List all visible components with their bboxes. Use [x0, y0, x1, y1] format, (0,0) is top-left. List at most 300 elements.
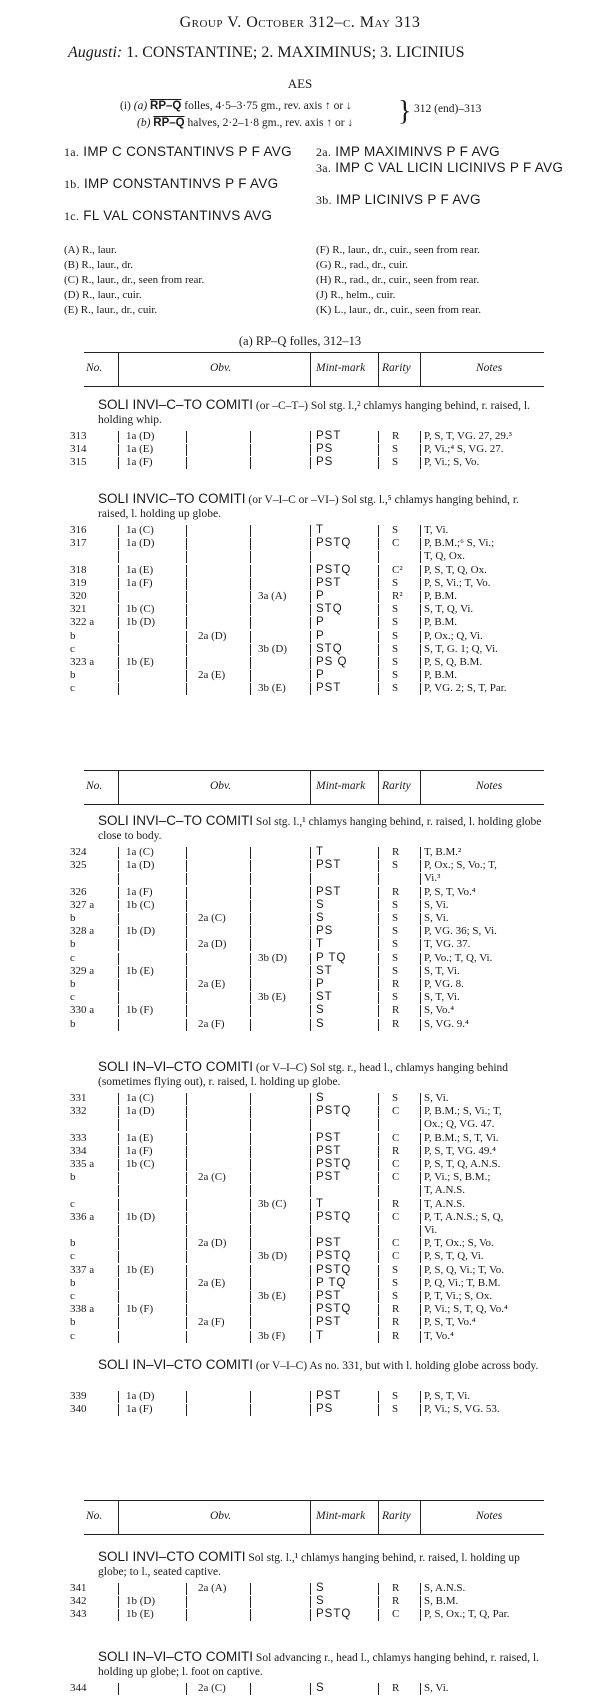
issue-number: c: [70, 682, 75, 695]
cell-divider: [186, 1093, 187, 1105]
cell-divider: [250, 1225, 251, 1237]
cell-divider: [250, 683, 251, 695]
cell-divider: [310, 565, 311, 577]
cell-divider: [378, 979, 379, 991]
cell-divider: [250, 644, 251, 656]
cell-divider: [118, 1291, 119, 1303]
cell-divider: [118, 565, 119, 577]
cell-divider: [378, 1251, 379, 1263]
obverse-legend-1a: 1a. IMP C CONSTANTINVS P F AVG: [64, 144, 292, 159]
table-header-rule-top: [84, 1500, 544, 1501]
cell-divider: [250, 444, 251, 456]
cell-divider: [250, 1683, 251, 1695]
column-divider: [310, 1500, 311, 1534]
obverse-maximinus: 2a (C): [198, 1682, 226, 1694]
table-row: [0, 430, 600, 444]
bust-e: (E) R., laur., dr., cuir.: [64, 304, 158, 316]
cell-divider: [186, 565, 187, 577]
cell-divider: [250, 1005, 251, 1017]
cell-divider: [310, 1331, 311, 1343]
notes: T, B.M.²: [424, 846, 462, 858]
cell-divider: [310, 1172, 311, 1184]
cell-divider: [378, 644, 379, 656]
column-divider: [118, 770, 119, 804]
mint-mark: P: [316, 616, 325, 629]
cell-divider: [420, 644, 421, 656]
cell-divider: [378, 631, 379, 643]
issue-number: b: [70, 978, 76, 990]
table-row: [0, 912, 600, 926]
cell-divider: [420, 926, 421, 938]
notes: S, T, Vi.: [424, 991, 460, 1004]
cell-divider: [118, 644, 119, 656]
mint-mark: P TQ: [316, 951, 347, 964]
issue-number: 341: [70, 1582, 87, 1594]
cell-divider: [420, 1005, 421, 1017]
reverse-legend-block: [98, 1060, 548, 1089]
column-header-no: No.: [86, 1510, 103, 1522]
cell-divider: [378, 444, 379, 456]
reverse-description: Sol stg. l.,¹ chlamys hanging behind, r. raised, l. holding globe close to body.: [98, 816, 542, 842]
obverse-legend-2a: 2a. IMP MAXIMINVS P F AVG: [316, 144, 500, 159]
rarity: S: [392, 859, 399, 872]
mint-mark: PST: [316, 885, 342, 898]
table-row: [0, 846, 600, 860]
mint-mark: S: [316, 1092, 325, 1104]
cell-divider: [186, 887, 187, 899]
cell-divider: [186, 1238, 187, 1250]
cell-divider: [118, 670, 119, 682]
cell-divider: [420, 1331, 421, 1343]
cell-divider: [420, 887, 421, 899]
cell-divider: [118, 1119, 119, 1131]
cell-divider: [118, 525, 119, 537]
issue-number: 336 a: [70, 1210, 95, 1223]
cell-divider: [310, 966, 311, 978]
issue-number: b: [70, 669, 76, 682]
reverse-legend-block: [98, 1550, 548, 1579]
cell-divider: [420, 1251, 421, 1263]
issue-number: 322 a: [70, 616, 95, 629]
mint-mark: S: [316, 898, 325, 911]
cell-divider: [378, 525, 379, 537]
cell-divider: [250, 538, 251, 550]
cell-divider: [420, 565, 421, 577]
cell-divider: [378, 1683, 379, 1695]
cell-divider: [378, 1304, 379, 1316]
column-divider: [420, 1500, 421, 1534]
notes: P, S, T, Q, A.N.S.: [424, 1158, 501, 1170]
cell-divider: [250, 926, 251, 938]
table-row: [0, 925, 600, 939]
obverse-licinius: 3a (A): [258, 590, 287, 602]
table-row: [0, 1118, 600, 1132]
augusti-label: Augusti:: [68, 44, 123, 61]
reverse-legend-block: [98, 1358, 548, 1373]
notes: P, Q, Vi.; T, B.M.: [424, 1276, 501, 1289]
table-row: [0, 1237, 600, 1251]
cell-divider: [420, 1019, 421, 1031]
obverse-constantine: 1b (D): [126, 1595, 156, 1608]
notes: S, Vi.: [424, 898, 449, 911]
notes: P, S, T, VG. 49.⁴: [424, 1144, 496, 1157]
table-row: [0, 1277, 600, 1291]
cell-divider: [118, 578, 119, 590]
reverse-legend: SOLI INVIC–TO COMITI: [98, 491, 246, 506]
rarity: S: [392, 964, 399, 977]
cell-divider: [378, 1106, 379, 1118]
cell-divider: [186, 847, 187, 859]
cell-divider: [186, 1185, 187, 1197]
rarity: R: [392, 1017, 400, 1030]
cell-divider: [186, 1596, 187, 1608]
notes: S, Vo.⁴: [424, 1004, 455, 1017]
obverse-legend-3a: 3a. IMP C VAL LICIN LICINIVS P F AVG: [316, 160, 564, 175]
cell-divider: [250, 939, 251, 951]
cell-divider: [310, 1609, 311, 1621]
cell-divider: [186, 900, 187, 912]
mint-mark: PST: [316, 1290, 342, 1302]
cell-divider: [250, 1019, 251, 1031]
issue-number: c: [70, 991, 75, 1004]
issue-number: b: [70, 629, 76, 642]
rarity: S: [392, 1390, 399, 1402]
cell-divider: [118, 953, 119, 965]
obverse-constantine: 1b (E): [126, 1608, 154, 1621]
reverse-legend: SOLI INVI–C–TO COMITI: [98, 397, 254, 412]
cell-divider: [186, 1172, 187, 1184]
cell-divider: [118, 538, 119, 550]
cell-divider: [420, 670, 421, 682]
rarity: R: [392, 846, 400, 858]
obverse-constantine: 1a (D): [126, 537, 155, 550]
notes: T, A.N.S.: [424, 1197, 466, 1210]
cell-divider: [310, 913, 311, 925]
cell-divider: [420, 1304, 421, 1316]
cell-divider: [310, 953, 311, 965]
notes: P, S, T, VG. 27, 29.³: [424, 430, 512, 442]
issue-number: 338 a: [70, 1303, 95, 1316]
cell-divider: [118, 551, 119, 563]
cell-divider: [378, 1225, 379, 1237]
obverse-constantine: 1b (D): [126, 1210, 156, 1223]
cell-divider: [420, 873, 421, 885]
obverse-licinius: 3b (D): [258, 1250, 288, 1263]
column-header-mint: Mint-mark: [316, 1510, 366, 1522]
cell-divider: [250, 1404, 251, 1416]
cell-divider: [420, 683, 421, 695]
cell-divider: [420, 1119, 421, 1131]
table-row: [0, 965, 600, 979]
table-row: [0, 1682, 600, 1696]
cell-divider: [420, 617, 421, 629]
cell-divider: [420, 979, 421, 991]
obverse-constantine: 1a (E): [126, 443, 154, 456]
cell-divider: [310, 1583, 311, 1595]
cell-divider: [186, 1291, 187, 1303]
cell-divider: [378, 1019, 379, 1031]
table-row: [0, 872, 600, 886]
cell-divider: [250, 457, 251, 469]
notes: P, VG. 8.: [424, 978, 464, 990]
cell-divider: [118, 1304, 119, 1316]
notes: S, VG. 9.⁴: [424, 1017, 469, 1030]
column-header-notes: Notes: [476, 780, 503, 792]
cell-divider: [118, 873, 119, 885]
cell-divider: [118, 1251, 119, 1263]
obverse-constantine: 1a (C): [126, 846, 154, 858]
cell-divider: [310, 1404, 311, 1416]
cell-divider: [420, 860, 421, 872]
cell-divider: [186, 1265, 187, 1277]
cell-divider: [186, 578, 187, 590]
mint-mark: P: [316, 978, 325, 990]
cell-divider: [118, 1005, 119, 1017]
issue-number: 335 a: [70, 1158, 95, 1170]
cell-divider: [250, 847, 251, 859]
cell-divider: [250, 670, 251, 682]
cell-divider: [378, 913, 379, 925]
table-row: [0, 550, 600, 564]
cell-divider: [420, 591, 421, 603]
cell-divider: [186, 591, 187, 603]
cell-divider: [186, 979, 187, 991]
notes: P, Vi.;⁴ S, VG. 27.: [424, 443, 504, 456]
cell-divider: [250, 1391, 251, 1403]
cell-divider: [310, 1106, 311, 1118]
cell-divider: [186, 939, 187, 951]
cell-divider: [250, 1291, 251, 1303]
cell-divider: [118, 926, 119, 938]
cell-divider: [378, 1291, 379, 1303]
cell-divider: [118, 1404, 119, 1416]
issue-number: b: [70, 1171, 76, 1184]
cell-divider: [250, 591, 251, 603]
issue-number: 331: [70, 1092, 87, 1104]
cell-divider: [378, 1238, 379, 1250]
cell-divider: [378, 1391, 379, 1403]
cell-divider: [186, 1683, 187, 1695]
cell-divider: [250, 887, 251, 899]
mint-mark: STQ: [316, 642, 343, 655]
cell-divider: [420, 1317, 421, 1329]
cell-divider: [420, 604, 421, 616]
table-row: [0, 630, 600, 644]
cell-divider: [118, 900, 119, 912]
cell-divider: [186, 683, 187, 695]
cell-divider: [378, 657, 379, 669]
obverse-licinius: 3b (C): [258, 1197, 287, 1210]
obverse-maximinus: 2a (A): [198, 1582, 227, 1594]
cell-divider: [250, 1251, 251, 1263]
cell-divider: [420, 1609, 421, 1621]
issue-number: 320: [70, 590, 87, 602]
reverse-legend-block: [98, 492, 548, 521]
reverse-legend: SOLI IN–VI–CTO COMITI: [98, 1059, 254, 1074]
issue-number: 315: [70, 456, 87, 469]
cell-divider: [420, 1199, 421, 1211]
rarity: S: [392, 443, 399, 456]
cell-divider: [378, 1159, 379, 1171]
cell-divider: [250, 525, 251, 537]
cell-divider: [118, 1331, 119, 1343]
issue-number: 343: [70, 1608, 87, 1621]
cell-divider: [186, 992, 187, 1004]
cell-divider: [118, 631, 119, 643]
cell-divider: [250, 1133, 251, 1145]
issue-number: 328 a: [70, 925, 95, 938]
obverse-legend-1b: 1b. IMP CONSTANTINVS P F AVG: [64, 176, 279, 191]
issue-number: 314: [70, 443, 87, 456]
cell-divider: [378, 617, 379, 629]
rarity: S: [392, 616, 399, 629]
rarity: S: [392, 991, 399, 1004]
cell-divider: [186, 670, 187, 682]
cell-divider: [378, 1172, 379, 1184]
issue-number: b: [70, 912, 76, 924]
mint-mark: PS: [316, 1403, 334, 1416]
cell-divider: [310, 1019, 311, 1031]
cell-divider: [378, 1331, 379, 1343]
cell-divider: [378, 1185, 379, 1197]
rarity: C: [392, 1237, 400, 1250]
rarity: S: [392, 1290, 399, 1302]
cell-divider: [118, 1278, 119, 1290]
cell-divider: [186, 1133, 187, 1145]
cell-divider: [186, 631, 187, 643]
column-header-no: No.: [86, 780, 103, 792]
issue-number: 342: [70, 1595, 87, 1608]
notes: P, B.M.: [424, 590, 458, 602]
mint-mark: S: [316, 1682, 325, 1694]
cell-divider: [118, 683, 119, 695]
cell-divider: [250, 1238, 251, 1250]
mint-mark: PST: [316, 682, 342, 695]
cell-divider: [186, 1609, 187, 1621]
mint-mark: PST: [316, 1237, 342, 1250]
table-row: [0, 643, 600, 657]
column-header-rarity: Rarity: [382, 780, 411, 792]
cell-divider: [420, 1159, 421, 1171]
obverse-constantine: 1a (D): [126, 1390, 155, 1402]
notes: T, Vi.: [424, 524, 449, 536]
mint-mark: T: [316, 938, 325, 951]
obverse-constantine: 1b (F): [126, 1303, 154, 1316]
rarity: S: [392, 669, 399, 682]
cell-divider: [420, 1404, 421, 1416]
cell-divider: [118, 847, 119, 859]
cell-divider: [250, 631, 251, 643]
rarity: S: [392, 1276, 399, 1289]
cell-divider: [250, 1106, 251, 1118]
issue-number: 337 a: [70, 1263, 95, 1276]
cell-divider: [118, 604, 119, 616]
table-row: [0, 537, 600, 551]
bust-f: (F) R., laur., dr., cuir., seen from rear.: [316, 244, 480, 256]
cell-divider: [420, 913, 421, 925]
cell-divider: [250, 1304, 251, 1316]
mint-mark: T: [316, 1197, 325, 1210]
notes: P, Vi.; S, VG. 53.: [424, 1403, 500, 1416]
cell-divider: [310, 887, 311, 899]
column-divider: [378, 1500, 379, 1534]
cell-divider: [186, 913, 187, 925]
mint-mark: P: [316, 590, 325, 602]
cell-divider: [186, 1019, 187, 1031]
rarity: R: [392, 1197, 400, 1210]
cell-divider: [118, 860, 119, 872]
cell-divider: [250, 604, 251, 616]
rarity: R: [392, 1316, 400, 1329]
cell-divider: [378, 926, 379, 938]
obverse-legend-1c: 1c. FL VAL CONSTANTINVS AVG: [64, 208, 273, 223]
cell-divider: [186, 617, 187, 629]
table-row: [0, 524, 600, 538]
reverse-legend-block: [98, 1650, 548, 1679]
cell-divider: [420, 525, 421, 537]
mint-mark: PS: [316, 925, 334, 938]
cell-divider: [250, 1317, 251, 1329]
cell-divider: [186, 860, 187, 872]
cell-divider: [250, 1172, 251, 1184]
cell-divider: [420, 1683, 421, 1695]
group-title: Group V. October 312–c. May 313: [179, 14, 421, 31]
mint-mark: S: [316, 1582, 325, 1594]
rarity: S: [392, 656, 399, 668]
cell-divider: [420, 1596, 421, 1608]
table-row: [0, 1582, 600, 1596]
cell-divider: [186, 1304, 187, 1316]
date-range: 312 (end)–313: [414, 103, 482, 115]
cell-divider: [186, 1212, 187, 1224]
table-row: [0, 590, 600, 604]
cell-divider: [118, 1199, 119, 1211]
cell-divider: [186, 444, 187, 456]
table-row: [0, 1316, 600, 1330]
obverse-constantine: 1b (D): [126, 925, 156, 938]
cell-divider: [250, 966, 251, 978]
cell-divider: [420, 1238, 421, 1250]
issue-number: c: [70, 1329, 75, 1342]
rarity: R: [392, 1004, 400, 1017]
rarity: S: [392, 576, 399, 589]
notes: S, Vi.: [424, 1092, 449, 1104]
issue-number: 319: [70, 576, 87, 589]
cell-divider: [186, 1159, 187, 1171]
cell-divider: [118, 657, 119, 669]
cell-divider: [310, 1391, 311, 1403]
cell-divider: [310, 979, 311, 991]
cell-divider: [310, 631, 311, 643]
cell-divider: [378, 887, 379, 899]
obverse-maximinus: 2a (C): [198, 1171, 226, 1184]
cell-divider: [250, 1609, 251, 1621]
obverse-constantine: 1a (D): [126, 430, 155, 442]
obverse-maximinus: 2a (D): [198, 629, 227, 642]
cell-divider: [186, 1005, 187, 1017]
mint-mark: PSTQ: [316, 1303, 352, 1316]
column-header-mint: Mint-mark: [316, 780, 366, 792]
rarity: R²: [392, 590, 403, 602]
table-row: [0, 1132, 600, 1146]
notes: S, T, Vi.: [424, 964, 460, 977]
obverse-constantine: 1a (D): [126, 1105, 155, 1118]
notes: P, Vi.; S, T, Q, Vo.⁴: [424, 1303, 508, 1316]
cell-divider: [250, 1093, 251, 1105]
mint-mark: S: [316, 1004, 325, 1017]
mint-mark: PST: [316, 859, 342, 872]
obverse-constantine: 1b (C): [126, 1158, 155, 1170]
